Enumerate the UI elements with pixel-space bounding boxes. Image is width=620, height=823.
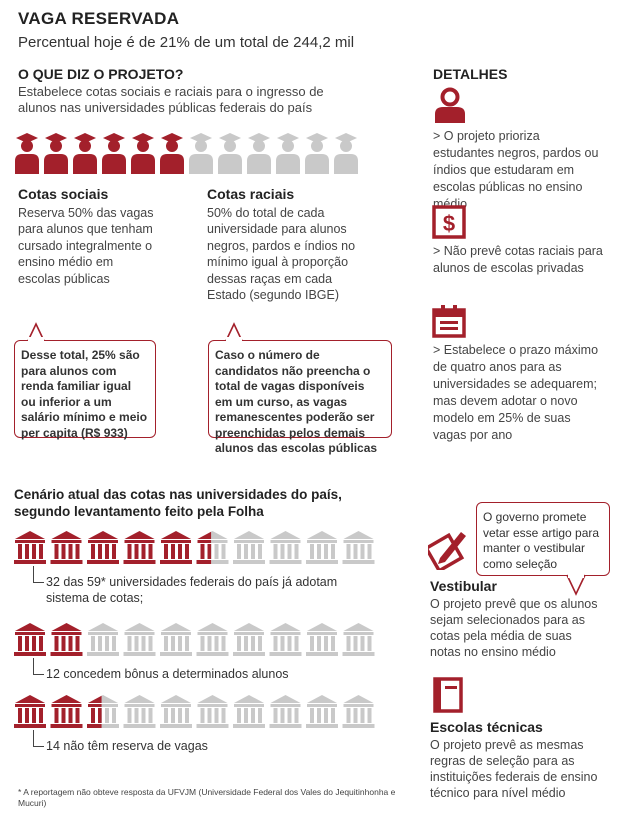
vestibular-heading: Vestibular — [430, 578, 497, 594]
university-building — [233, 695, 265, 728]
book-icon — [432, 677, 464, 713]
university-building — [87, 531, 119, 564]
graduate-figure — [189, 133, 213, 174]
university-building — [51, 623, 83, 656]
graduate-figure — [218, 133, 242, 174]
graduate-figure — [73, 133, 97, 174]
vestibular-callout: O governo promete vetar esse artigo para manter o vestibular como seleção — [476, 502, 610, 576]
university-building — [343, 695, 375, 728]
university-building — [197, 531, 229, 564]
university-building — [233, 531, 265, 564]
scenario-heading-line2: segundo levantamento feito pela — [14, 504, 225, 519]
universities-row-cotas — [14, 530, 382, 566]
scenario-heading-line1: Cenário atual das cotas nas universidades do país, — [14, 487, 342, 502]
university-building — [87, 623, 119, 656]
pencil-paper-icon — [428, 526, 468, 570]
university-building — [160, 695, 192, 728]
university-building — [124, 531, 156, 564]
cotas-sociais-text: Reserva 50% das vagas para alunos que tenham cursado integralmente o ensino médio em escolas públicas — [18, 206, 154, 286]
university-building — [270, 623, 302, 656]
student-icon — [432, 86, 468, 124]
graduates-pictogram — [14, 131, 359, 175]
escolas-tecnicas-heading: Escolas técnicas — [430, 719, 543, 735]
cotas-sociais-heading: Cotas sociais — [18, 186, 109, 202]
details-item-2: > Não prevê cotas raciais para alunos de escolas privadas — [433, 244, 603, 275]
page-subtitle: Percentual hoje é de 21% de um total de 244,2 mil — [18, 34, 355, 51]
graduate-figure — [44, 133, 68, 174]
project-heading: O QUE DIZ O PROJETO? — [18, 66, 184, 82]
scenario-heading-bold: Folha — [227, 504, 264, 519]
graduate-figure — [334, 133, 358, 174]
university-building — [14, 695, 46, 728]
vestibular-text: O projeto prevê que os alunos sejam selecionados para as cotas pela média de suas notas no ensino médio — [430, 597, 598, 659]
escolas-tecnicas-text: O projeto prevê as mesmas regras de seleção para as instituições federais de ensino técnico para nível médio — [430, 738, 598, 800]
university-building — [343, 623, 375, 656]
scenario-note-1: 32 das 59* universidades federais do país já adotam sistema de cotas; — [46, 575, 338, 605]
university-building — [197, 623, 229, 656]
project-description: Estabelece cotas sociais e raciais para o ingresso de alunos nas universidades públicas federais do país — [18, 84, 324, 115]
graduate-figure — [276, 133, 300, 174]
svg-text:$: $ — [442, 211, 456, 236]
university-building — [306, 623, 338, 656]
university-building — [270, 531, 302, 564]
graduate-figure — [160, 133, 184, 174]
university-building — [306, 695, 338, 728]
university-building — [233, 623, 265, 656]
university-building — [124, 695, 156, 728]
university-building — [124, 623, 156, 656]
university-building — [343, 531, 375, 564]
universities-row-none — [14, 694, 382, 730]
footnote: * A reportagem não obteve resposta da UFVJM (Universidade Federal dos Vales do Jequitinhonha e Mucuri) — [18, 787, 396, 808]
scenario-note-3: 14 não têm reserva de vagas — [46, 739, 208, 753]
scenario-note-2: 12 concedem bônus a determinados alunos — [46, 667, 289, 681]
university-building — [51, 531, 83, 564]
university-building — [160, 531, 192, 564]
graduate-figure — [305, 133, 329, 174]
university-building — [87, 695, 119, 728]
cotas-raciais-callout: Caso o número de candidatos não preencha o total de vagas disponíveis em um curso, as vagas remanescentes poderão ser preenchidas pelos demais alunos das escolas públicas — [208, 340, 392, 438]
graduate-figure — [247, 133, 271, 174]
details-item-1: > O projeto prioriza estudantes negros, pardos ou índios que estudaram em escolas públicas no ensino médio — [433, 129, 599, 211]
details-heading: DETALHES — [433, 66, 508, 82]
cotas-sociais-callout: Desse total, 25% são para alunos com renda familiar igual ou inferior a um salário mínimo e meio per capita (R$ 933) — [14, 340, 156, 438]
universities-row-bonus — [14, 622, 382, 658]
university-building — [197, 695, 229, 728]
university-building — [51, 695, 83, 728]
graduate-figure — [102, 133, 126, 174]
calendar-icon — [432, 304, 466, 338]
university-building — [14, 623, 46, 656]
cotas-raciais-heading: Cotas raciais — [207, 186, 295, 202]
scenario-heading — [14, 486, 394, 520]
university-building — [270, 695, 302, 728]
page-title: VAGA RESERVADA — [18, 9, 180, 28]
university-building — [14, 531, 46, 564]
university-building — [306, 531, 338, 564]
details-item-3: > Estabelece o prazo máximo de quatro anos para as universidades se adequarem; mas devem adotar o novo modelo em 25% de suas vagas por ano — [433, 343, 599, 442]
graduate-figure — [15, 133, 39, 174]
money-icon — [432, 205, 466, 239]
cotas-raciais-text: 50% do total de cada universidade para alunos negros, pardos e índios no mínimo igual à proporção dessas raças em cada Estado (segundo IBGE) — [207, 206, 356, 303]
university-building — [160, 623, 192, 656]
graduate-figure — [131, 133, 155, 174]
